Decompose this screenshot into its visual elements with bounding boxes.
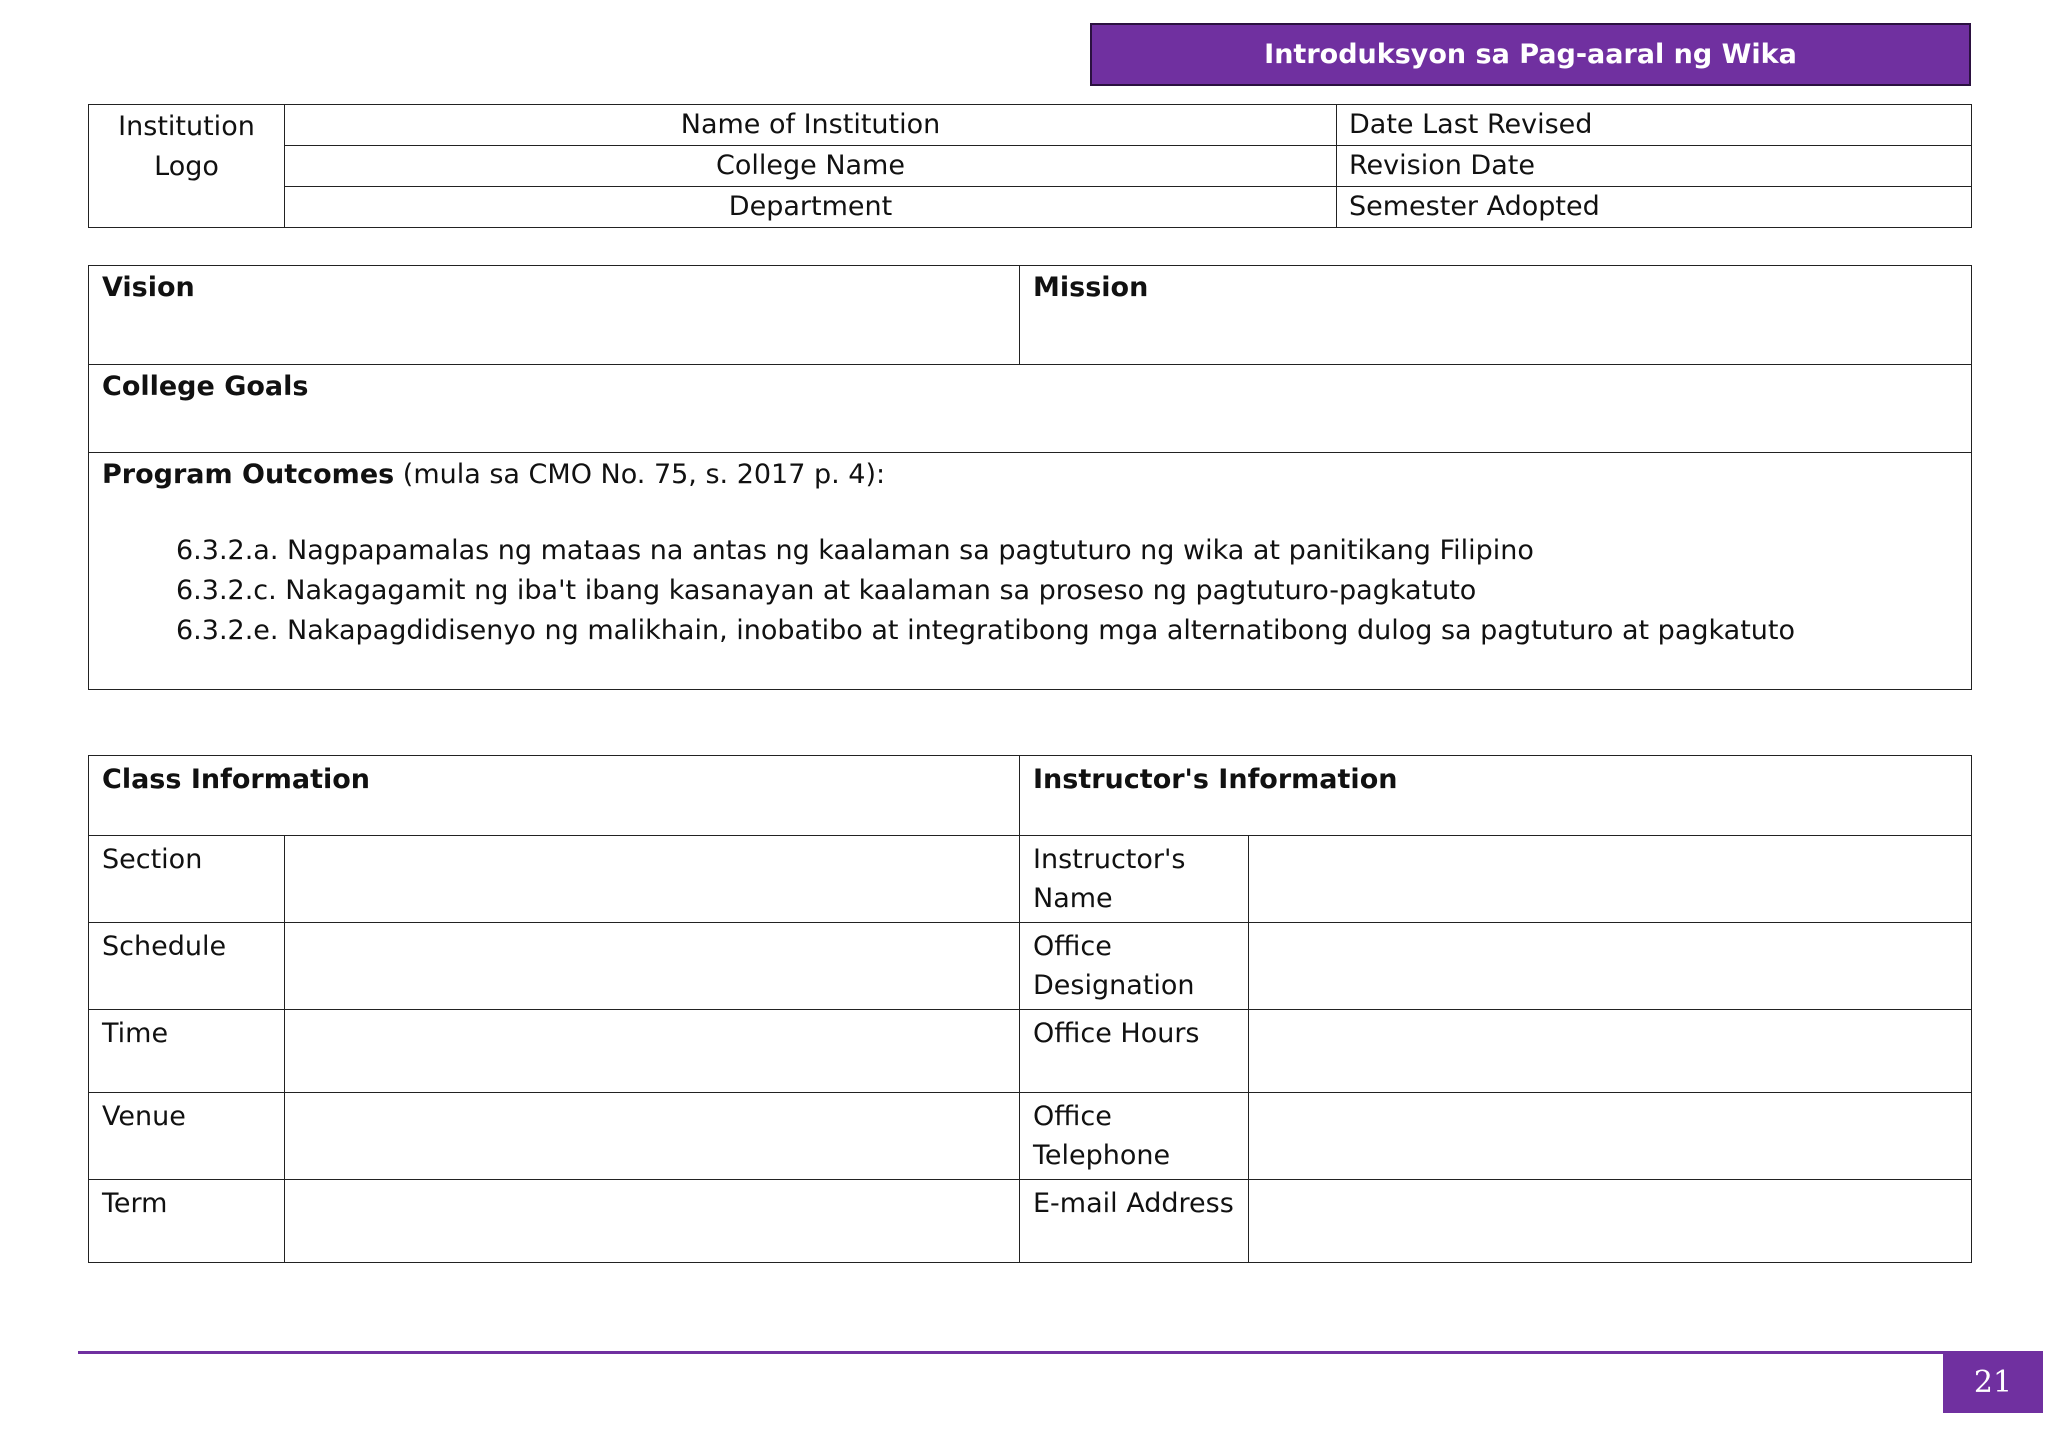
list-item: 6.3.2.a. Nagpapamalas ng mataas na antas ng kaalaman sa pagtuturo ng wika at panitikang Filipino	[176, 535, 1534, 566]
page-number: 21	[1973, 1364, 2013, 1400]
document-title-banner	[1090, 23, 1971, 86]
email-address-label: E-mail Address	[1020, 1180, 1249, 1263]
program-outcomes-source: (mula sa CMO No. 75, s. 2017 p. 4):	[394, 459, 886, 490]
class-instructor-table	[88, 755, 1972, 1263]
instructor-information-label: Instructor's Information	[1033, 764, 1398, 795]
institution-name: Name of Institution	[285, 105, 1337, 146]
office-designation-value	[1249, 923, 1972, 1010]
mission-cell	[1020, 266, 1972, 365]
section-value	[285, 836, 1020, 923]
email-address-value	[1249, 1180, 1972, 1263]
section-label: Section	[89, 836, 285, 923]
semester-adopted: Semester Adopted	[1337, 187, 1972, 228]
vision-mission-table	[88, 265, 1972, 690]
instructor-name-label: Instructor's Name	[1020, 836, 1249, 923]
revision-date: Revision Date	[1337, 146, 1972, 187]
instructor-name-value	[1249, 836, 1972, 923]
program-outcomes-list	[102, 531, 1958, 651]
program-outcomes-label: Program Outcomes	[102, 459, 395, 490]
venue-value	[285, 1093, 1020, 1180]
time-value	[285, 1010, 1020, 1093]
office-hours-label: Office Hours	[1020, 1010, 1249, 1093]
class-information-header	[89, 756, 1020, 836]
document-title: Introduksyon sa Pag-aaral ng Wika	[1264, 39, 1797, 70]
venue-label: Venue	[89, 1093, 285, 1180]
program-outcomes-cell	[89, 453, 1972, 690]
page-number-badge	[1943, 1351, 2043, 1413]
college-name: College Name	[285, 146, 1337, 187]
vision-label: Vision	[102, 272, 195, 303]
office-designation-label: Office Designation	[1020, 923, 1249, 1010]
mission-label: Mission	[1033, 272, 1149, 303]
institution-table	[88, 104, 1972, 228]
class-information-label: Class Information	[102, 764, 370, 795]
schedule-value	[285, 923, 1020, 1010]
term-value	[285, 1180, 1020, 1263]
list-item: 6.3.2.e. Nakapagdidisenyo ng malikhain, inobatibo at integratibong mga alternatibong dulog sa pagtuturo at pagkatuto	[176, 615, 1796, 646]
college-goals-label: College Goals	[102, 371, 309, 402]
footer-divider	[78, 1351, 2043, 1354]
instructor-information-header	[1020, 756, 1972, 836]
schedule-label: Schedule	[89, 923, 285, 1010]
department-name: Department	[285, 187, 1337, 228]
college-goals-cell	[89, 365, 1972, 453]
office-telephone-label: Office Telephone	[1020, 1093, 1249, 1180]
office-hours-value	[1249, 1010, 1972, 1093]
list-item: 6.3.2.c. Nakagagamit ng iba't ibang kasanayan at kaalaman sa proseso ng pagtuturo-pagkatuto	[176, 575, 1477, 606]
institution-logo-placeholder: Institution Logo	[89, 105, 285, 228]
date-last-revised: Date Last Revised	[1337, 105, 1972, 146]
time-label: Time	[89, 1010, 285, 1093]
vision-cell	[89, 266, 1020, 365]
office-telephone-value	[1249, 1093, 1972, 1180]
term-label: Term	[89, 1180, 285, 1263]
